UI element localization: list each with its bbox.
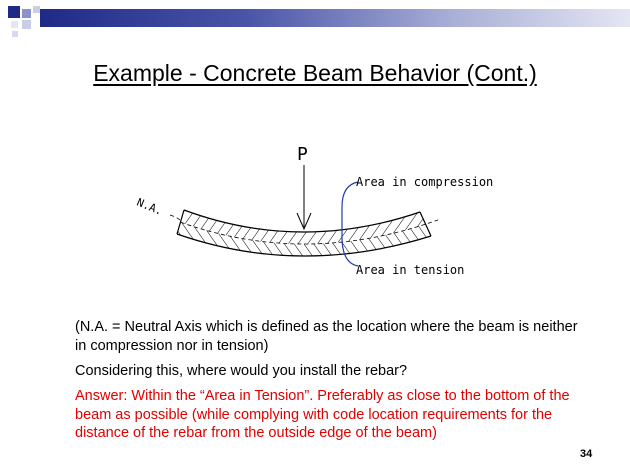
corner-square [33, 6, 40, 13]
slide-title: Example - Concrete Beam Behavior (Cont.) [93, 60, 537, 86]
corner-square [22, 9, 31, 18]
neutral-axis-label: N.A. [134, 195, 165, 218]
beam-diagram [120, 135, 540, 285]
rebar-question: Considering this, where would you install the rebar? [75, 363, 408, 379]
compression-label: Area in compression [356, 175, 494, 189]
page-number: 34 [580, 448, 593, 460]
corner-square [22, 20, 31, 29]
header-gradient-bar [40, 9, 630, 27]
load-label: P [297, 144, 308, 165]
neutral-axis-note: (N.A. = Neutral Axis which is defined as the location where the beam is neither in compression nor in tension) [75, 319, 578, 354]
answer-text: Answer: Within the “Area in Tension”. Preferably as close to the bottom of the beam as possible (while complying with code location requirements for the distance of the rebar from the outside edge of the beam) [75, 388, 570, 441]
corner-square [12, 31, 18, 37]
corner-square [11, 21, 18, 28]
corner-square [8, 6, 20, 18]
tension-label: Area in tension [356, 263, 465, 277]
